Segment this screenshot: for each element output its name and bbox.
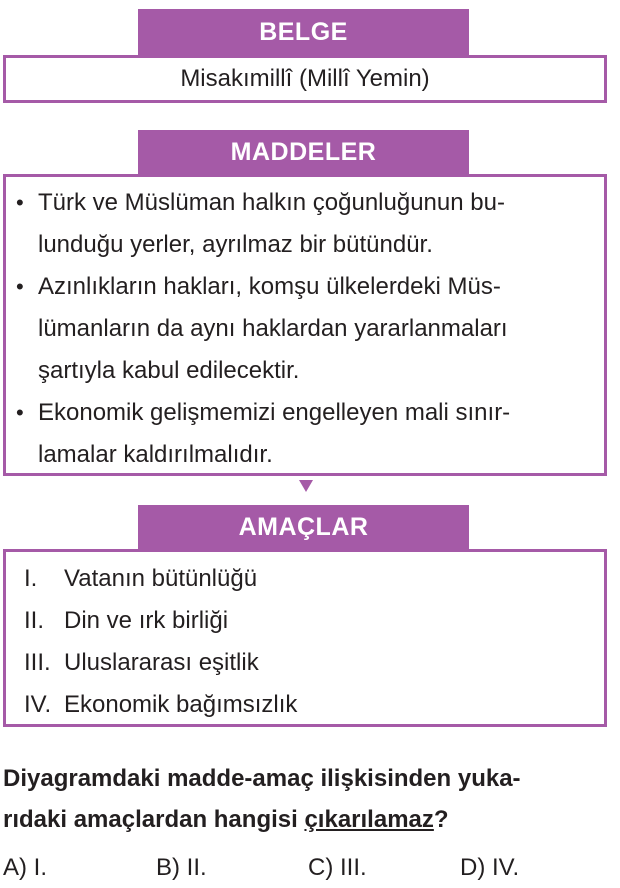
amaclar-box <box>3 549 607 727</box>
down-arrow-icon <box>299 480 313 492</box>
question-mark: ? <box>433 806 449 833</box>
madde-line: lunduğu yerler, ayrılmaz bir bütündür. <box>38 231 433 258</box>
amac-number: III. <box>24 649 51 676</box>
bullet-dot: • <box>16 400 24 425</box>
madde-item <box>14 392 596 476</box>
option-c[interactable]: C) III. <box>308 854 367 881</box>
question-line-1: Diyagramdaki madde-amaç ilişkisinden yuka- <box>3 765 521 792</box>
belge-header <box>138 9 469 56</box>
maddeler-list <box>14 182 596 476</box>
amac-number: II. <box>24 607 45 634</box>
bullet-dot: • <box>16 190 24 215</box>
amaclar-header-label: AMAÇLAR <box>238 513 369 541</box>
amac-number: I. <box>24 565 38 592</box>
amac-item <box>24 642 590 684</box>
amac-item <box>24 684 590 726</box>
question-text <box>3 758 615 840</box>
belge-header-label: BELGE <box>259 18 348 46</box>
option-b[interactable]: B) II. <box>156 854 207 881</box>
amac-text: Vatanın bütünlüğü <box>64 565 258 592</box>
belge-value: Misakımillî (Millî Yemin) <box>180 65 430 92</box>
madde-item <box>14 182 596 266</box>
option-d[interactable]: D) IV. <box>460 854 520 881</box>
bullet-dot: • <box>16 274 24 299</box>
madde-item <box>14 266 596 392</box>
madde-line: Azınlıkların hakları, komşu ülkelerdeki Müs- <box>38 273 501 300</box>
question-underlined-word: çıkarılamaz <box>304 806 434 833</box>
answer-options <box>3 848 615 888</box>
maddeler-header <box>138 130 469 175</box>
madde-line: Ekonomik gelişmemizi engelleyen mali sınır- <box>38 399 511 426</box>
madde-line: lamalar kaldırılmalıdır. <box>38 441 273 468</box>
madde-line: Türk ve Müslüman halkın çoğunluğunun bu- <box>38 189 505 216</box>
option-a[interactable]: A) I. <box>3 854 48 881</box>
madde-line: şartıyla kabul edilecektir. <box>38 357 300 384</box>
amaclar-header <box>138 505 469 550</box>
amac-item <box>24 600 590 642</box>
amac-text: Uluslararası eşitlik <box>64 649 259 676</box>
question-line-2 <box>3 799 615 840</box>
amac-text: Din ve ırk birliği <box>64 607 229 634</box>
maddeler-header-label: MADDELER <box>230 138 377 166</box>
madde-line: lümanların da aynı haklardan yararlanmaları <box>38 315 508 342</box>
amac-item <box>24 558 590 600</box>
belge-value-box <box>3 55 607 103</box>
maddeler-box <box>3 174 607 476</box>
amac-number: IV. <box>24 691 52 718</box>
question-line-2-text: rıdaki amaçlardan hangisi <box>3 806 305 833</box>
amac-text: Ekonomik bağımsızlık <box>64 691 298 718</box>
